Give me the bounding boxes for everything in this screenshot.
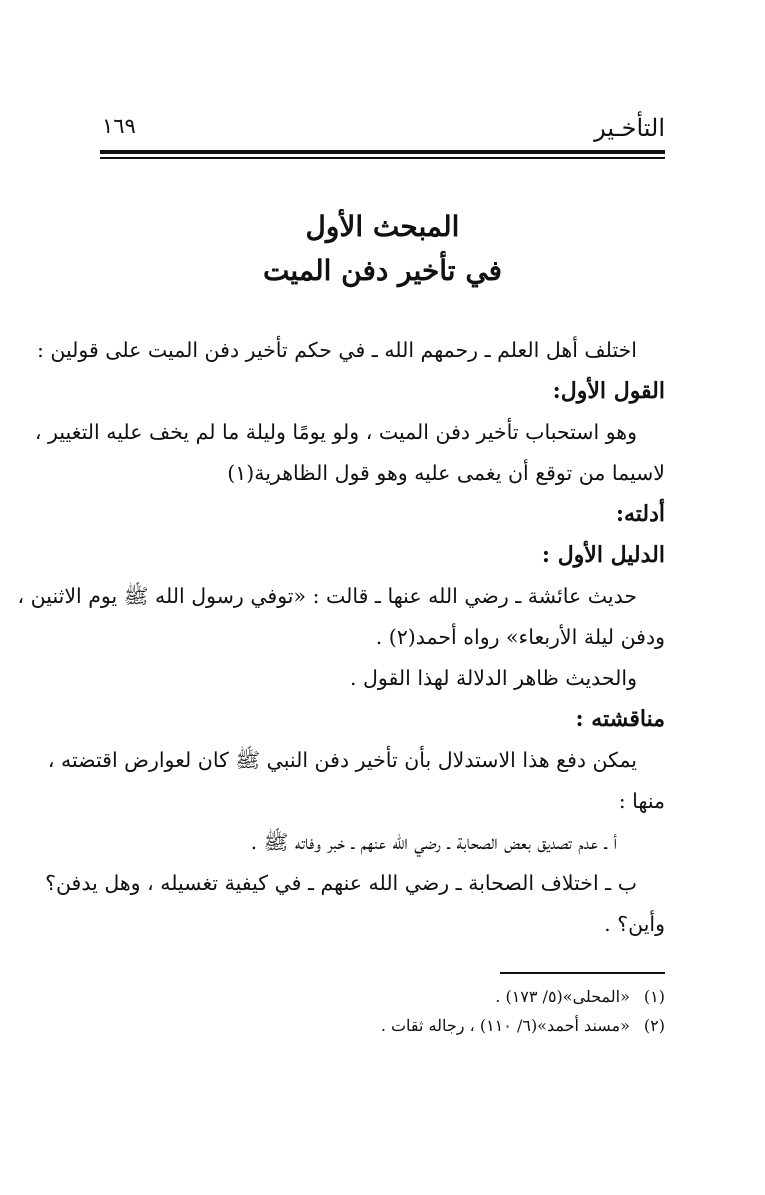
footnote-number: (٢) xyxy=(643,1016,665,1035)
footnote-1 xyxy=(100,982,665,1011)
evidence-conclusion: والحديث ظاهر الدلالة لهذا القول . xyxy=(349,666,637,690)
discussion-line: منها : xyxy=(618,789,665,813)
first-opinion-heading: القول الأول: xyxy=(552,378,665,404)
body-text xyxy=(17,330,665,945)
hadith-line: ودفن ليلة الأربعاء» رواه أحمد(٢) . xyxy=(375,625,665,649)
evidences-heading: أدلته: xyxy=(615,501,665,527)
first-opinion-line: لاسيما من توقع أن يغمى عليه وهو قول الظاهرية(١) xyxy=(227,461,665,485)
point-a: أ ـ عدم تصديق بعض الصحابة ـ رضي الله عنهم ـ خبر وفاته ﷺ . xyxy=(250,830,617,854)
running-title: التأخـير xyxy=(594,114,665,142)
footnote-text: «المحلى»(٥/ ١٧٣) . xyxy=(495,987,630,1006)
point-b-line: ب ـ اختلاف الصحابة ـ رضي الله عنهم ـ في كيفية تغسيله ، وهل يدفن؟ xyxy=(45,871,637,895)
footnote-number: (١) xyxy=(643,987,665,1006)
chapter-title xyxy=(100,205,665,293)
footnotes xyxy=(100,982,665,1040)
header-rule-thin xyxy=(100,157,665,159)
intro-paragraph: اختلف أهل العلم ـ رحمهم الله ـ في حكم تأخير دفن الميت على قولين : xyxy=(36,338,637,362)
footnote-2 xyxy=(100,1011,665,1040)
running-head xyxy=(100,112,665,146)
discussion-heading: مناقشته : xyxy=(575,706,665,732)
first-evidence-heading: الدليل الأول : xyxy=(541,542,665,568)
first-opinion-line: وهو استحباب تأخير دفن الميت ، ولو يومًا وليلة ما لم يخف عليه التغيير ، xyxy=(34,420,637,444)
header-rule-thick xyxy=(100,150,665,154)
discussion-line: يمكن دفع هذا الاستدلال بأن تأخير دفن النبي ﷺ كان لعوارض اقتضته ، xyxy=(47,748,637,772)
point-b-line: وأين؟ . xyxy=(604,912,665,936)
footnote-text: «مسند أحمد»(٦/ ١١٠) ، رجاله ثقات . xyxy=(380,1016,630,1035)
chapter-title-line1: المبحث الأول xyxy=(305,210,460,243)
chapter-title-line2: في تأخير دفن الميت xyxy=(262,254,503,287)
hadith-line: حديث عائشة ـ رضي الله عنها ـ قالت : «توفي رسول الله ﷺ يوم الاثنين ، xyxy=(17,584,637,608)
footnote-rule xyxy=(500,972,665,974)
page-number: ١٦٩ xyxy=(102,114,136,138)
